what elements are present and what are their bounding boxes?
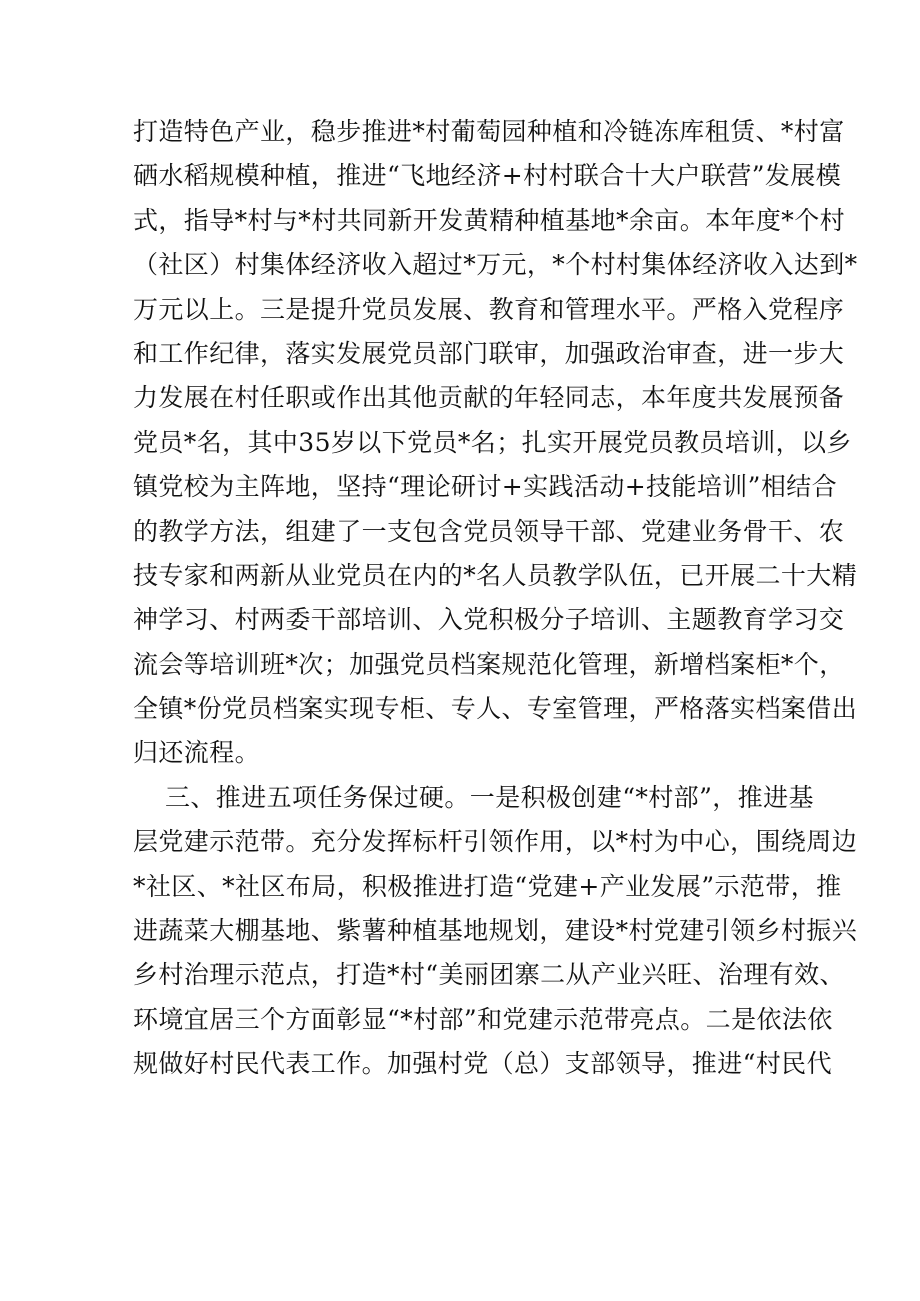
text-line: （社区）村集体经济收入超过*万元，*个村村集体经济收入达到* [133, 250, 858, 280]
text-line: 技专家和两新从业党员在内的*名人员教学队伍，已开展二十大精 [133, 560, 858, 590]
text-line: 归还流程。 [133, 738, 261, 768]
text-line: 力发展在村任职或作出其他贡献的年轻同志，本年度共发展预备 [133, 383, 845, 413]
text-line: 和工作纪律，落实发展党员部门联审，加强政治审查，进一步大 [133, 338, 845, 368]
text-line: 神学习、村两委干部培训、入党积极分子培训、主题教育学习交 [133, 605, 845, 635]
text-line: 规做好村民代表工作。加强村党（总）支部领导，推进“村民代 [133, 1049, 832, 1079]
text-line: *社区、*社区布局，积极推进打造“党建+产业发展”示范带，推 [133, 871, 842, 901]
text-line: 的教学方法，组建了一支包含党员领导干部、党建业务骨干、农 [133, 516, 845, 546]
text-line: 党员*名，其中35岁以下党员*名；扎实开展党员教员培训，以乡 [133, 427, 852, 457]
text-line: 环境宜居三个方面彰显“*村部”和党建示范带亮点。二是依法依 [133, 1004, 833, 1034]
text-line: 式，指导*村与*村共同新开发黄精种植基地*余亩。本年度*个村 [133, 205, 846, 235]
text-line: 进蔬菜大棚基地、紫薯种植基地规划，建设*村党建引领乡村振兴 [133, 916, 858, 946]
text-line: 全镇*份党员档案实现专柜、专人、专室管理，严格落实档案借出 [133, 694, 858, 724]
text-line: 硒水稻规模种植，推进“飞地经济+村村联合十大户联营”发展模 [133, 161, 842, 191]
text-line: 镇党校为主阵地，坚持“理论研讨+实践活动+技能培训”相结合 [133, 472, 838, 502]
text-line: 打造特色产业，稳步推进*村葡萄园种植和冷链冻库租赁、*村富 [133, 117, 845, 146]
text-line: 流会等培训班*次；加强党员档案规范化管理，新增档案柜*个， [133, 649, 845, 679]
text-line: 层党建示范带。充分发挥标杆引领作用，以*村为中心，围绕周边 [133, 827, 858, 857]
section-heading-line: 三、推进五项任务保过硬。一是积极创建“*村部”，推进基 [165, 782, 814, 812]
document-body [133, 110, 858, 1087]
text-line: 万元以上。三是提升党员发展、教育和管理水平。严格入党程序 [133, 294, 845, 324]
text-line: 乡村治理示范点，打造*村“美丽团寨二从产业兴旺、治理有效、 [133, 960, 845, 990]
